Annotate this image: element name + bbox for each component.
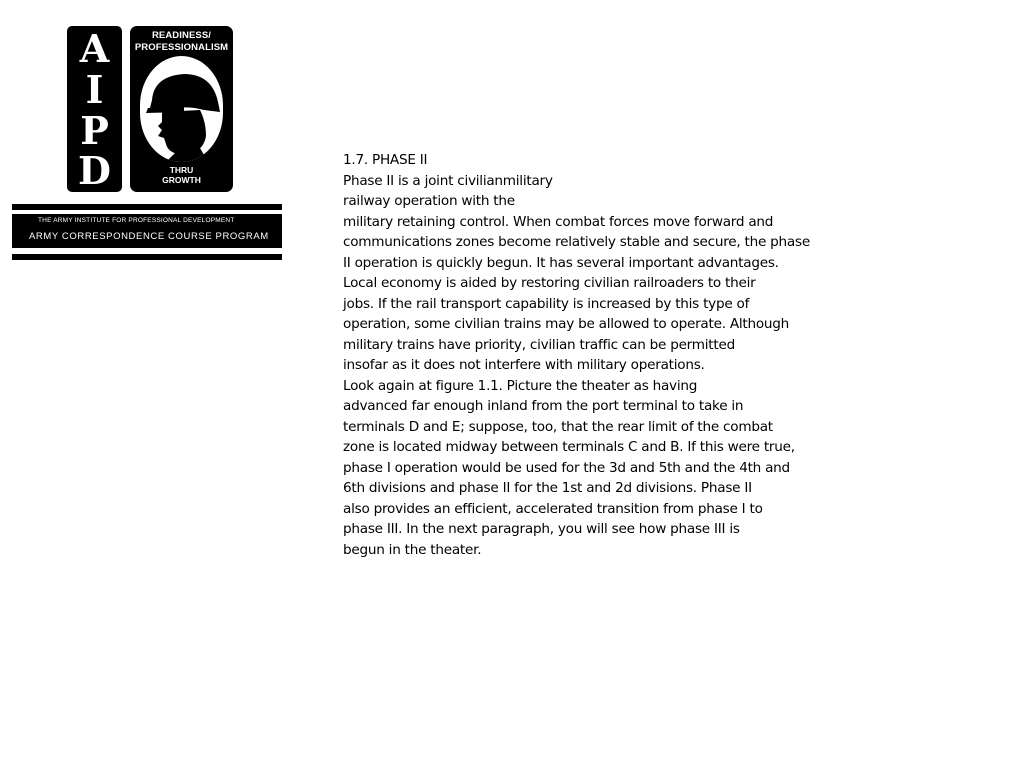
text-line: military trains have priority, civilian traffic can be permitted [343, 336, 735, 353]
aipd-letter-column [67, 26, 122, 192]
banner-program-text: ARMY CORRESPONDENCE COURSE PROGRAM [29, 231, 269, 242]
seal-bottom-text [130, 165, 233, 185]
aipd-letter-d: D [78, 148, 111, 193]
text-line: zone is located midway between terminals C and B. If this were true, [343, 439, 795, 455]
logo-banner [12, 214, 282, 248]
aipd-letter-a: A [79, 26, 110, 71]
text-line: Local economy is aided by restoring civilian railroaders to their [343, 275, 756, 291]
text-line: railway operation with the [343, 193, 515, 209]
aipd-letter-p: P [80, 108, 109, 153]
aipd-letter-i: I [85, 67, 104, 112]
section-heading: 1.7. PHASE II [343, 152, 428, 168]
aipd-emblem [67, 26, 233, 192]
text-line: communications zones become relatively stable and secure, the phase [343, 234, 810, 250]
seal-top-text [130, 30, 233, 54]
seal-top-line-1: READINESS/ [151, 30, 212, 41]
text-line: begun in the theater. [343, 541, 482, 558]
text-line: terminals D and E; suppose, too, that the rear limit of the combat [343, 418, 773, 435]
text-line: 6th divisions and phase II for the 1st and 2d divisions. Phase II [343, 480, 752, 496]
text-line: military retaining control. When combat forces move forward and [343, 213, 774, 230]
seal-top-line-2: PROFESSIONALISM [134, 42, 229, 53]
soldier-seal [130, 26, 233, 192]
text-line: Phase II is a joint civilianmilitary [343, 172, 553, 189]
banner-institute-text: THE ARMY INSTITUTE FOR PROFESSIONAL DEVELOPMENT [38, 217, 235, 224]
seal-bottom-line-2: GROWTH [162, 175, 201, 185]
aipd-logo [12, 26, 282, 262]
document-body [343, 150, 943, 560]
text-line: advanced far enough inland from the port terminal to take in [343, 398, 744, 414]
seal-bottom-line-1: THRU [169, 165, 194, 175]
text-line: operation, some civilian trains may be allowed to operate. Although [343, 316, 790, 332]
logo-top-stripe [12, 204, 282, 210]
text-line: Look again at figure 1.1. Picture the theater as having [343, 377, 698, 394]
text-line: phase I operation would be used for the 3d and 5th and the 4th and [343, 459, 790, 476]
text-line: jobs. If the rail transport capability is increased by this type of [343, 295, 750, 312]
soldier-silhouette-icon [140, 56, 223, 162]
text-line: insofar as it does not interfere with military operations. [343, 357, 705, 373]
logo-bottom-stripe [12, 254, 282, 260]
text-line: II operation is quickly begun. It has several important advantages. [343, 254, 779, 271]
text-line: phase III. In the next paragraph, you will see how phase III is [343, 521, 740, 537]
text-line: also provides an efficient, accelerated transition from phase I to [343, 500, 763, 517]
